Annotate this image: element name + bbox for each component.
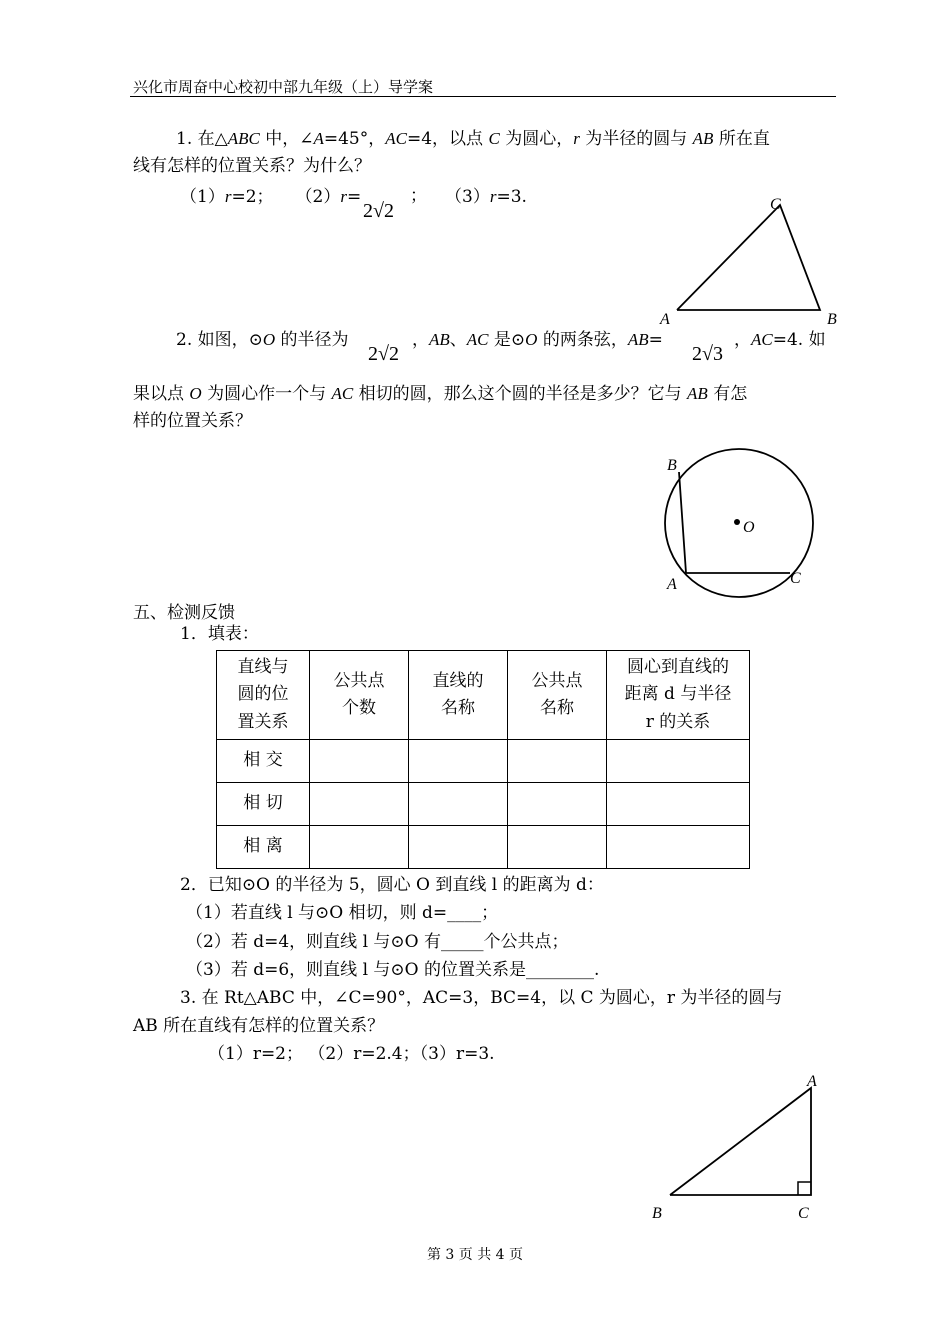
circle-figure xyxy=(655,440,835,600)
blank-cell[interactable] xyxy=(508,740,607,783)
blank-cell[interactable] xyxy=(409,826,508,869)
q1-options: （1）r=2； （2）r= xyxy=(180,187,362,207)
blank-cell[interactable] xyxy=(607,826,750,869)
q1-option3: （3）r=3. xyxy=(445,187,527,207)
blank-cell[interactable] xyxy=(607,783,750,826)
label-B: B xyxy=(667,457,677,474)
page-footer: 第 3 页 共 4 页 xyxy=(426,1247,524,1263)
blank-cell[interactable] xyxy=(607,740,750,783)
label-B: B xyxy=(827,311,837,328)
row-label: 相 离 xyxy=(217,826,310,869)
header-rule xyxy=(130,96,836,97)
task1-label: 1．填表： xyxy=(180,624,259,644)
blank-cell[interactable] xyxy=(409,783,508,826)
center-dot xyxy=(734,519,740,525)
task3-line2: AB 所在直线有怎样的位置关系？ xyxy=(133,1016,385,1036)
page-header: 兴化市周奋中心校初中部九年级（上）导学案 xyxy=(133,78,434,96)
task3-options: （1）r=2； （2）r=2.4；（3）r=3. xyxy=(208,1044,495,1064)
q2-sqrt-2sqrt3: 2√3 xyxy=(692,343,723,365)
q2-line1-end: ，AC=4. 如 xyxy=(734,330,826,350)
table-row xyxy=(217,783,750,826)
row-label: 相 切 xyxy=(217,783,310,826)
task2-s2: （2）若 d=4，则直线 l 与⊙O 有_____个公共点； xyxy=(186,932,569,952)
blank-cell[interactable] xyxy=(508,783,607,826)
header-cell-line-name: 直线的 名称 xyxy=(409,651,508,740)
relation-table xyxy=(216,650,750,869)
label-O: O xyxy=(743,519,755,536)
blank-cell[interactable] xyxy=(409,740,508,783)
header-cell-distance-relation: 圆心到直线的 距离 d 与半径 r 的关系 xyxy=(607,651,750,740)
q1-semicolon: ； xyxy=(410,186,427,206)
q1-sqrt-2sqrt2: 2√2 xyxy=(363,200,394,222)
q2-line3: 样的位置关系？ xyxy=(133,411,252,431)
label-B: B xyxy=(652,1205,662,1222)
q2-line1-start: 2. 如图，⊙O 的半径为 xyxy=(176,330,349,350)
label-C: C xyxy=(770,196,781,213)
table-row xyxy=(217,826,750,869)
q1-line1: 1. 在△ABC 中，∠A=45°，AC=4，以点 C 为圆心，r 为半径的圆与 AB 所在直 xyxy=(176,129,770,149)
task3-line1: 3. 在 Rt△ABC 中，∠C=90°，AC=3，BC=4，以 C 为圆心，r 为半径的圆与 xyxy=(180,988,783,1008)
triangle-abc-1 xyxy=(677,205,820,310)
blank-cell[interactable] xyxy=(310,740,409,783)
label-C: C xyxy=(798,1205,809,1222)
task2-intro: 2．已知⊙O 的半径为 5，圆心 O 到直线 l 的距离为 d： xyxy=(180,875,604,895)
table-header-row xyxy=(217,651,750,740)
label-A: A xyxy=(660,311,670,328)
right-triangle-abc xyxy=(670,1088,811,1195)
triangle-figure-1 xyxy=(640,190,850,335)
q2-line2: 果以点 O 为圆心作一个与 AC 相切的圆，那么这个圆的半径是多少？它与 AB 有怎 xyxy=(133,384,748,404)
blank-cell[interactable] xyxy=(310,783,409,826)
right-angle-mark xyxy=(798,1182,811,1195)
task2-s3: （3）若 d=6，则直线 l 与⊙O 的位置关系是________. xyxy=(186,960,600,980)
label-C: C xyxy=(790,570,801,587)
row-label: 相 交 xyxy=(217,740,310,783)
q2-line1-mid: ，AB、AC 是⊙O 的两条弦，AB= xyxy=(412,330,663,350)
q1-line2: 线有怎样的位置关系？为什么？ xyxy=(133,156,371,176)
blank-cell[interactable] xyxy=(508,826,607,869)
section-title: 五、检测反馈 xyxy=(133,603,235,623)
header-cell-relation: 直线与 圆的位 置关系 xyxy=(217,651,310,740)
table-row xyxy=(217,740,750,783)
blank-cell[interactable] xyxy=(310,826,409,869)
label-A: A xyxy=(667,576,677,593)
task2-s1: （1）若直线 l 与⊙O 相切，则 d=____； xyxy=(186,903,499,923)
header-cell-point-count: 公共点 个数 xyxy=(310,651,409,740)
q2-sqrt-2sqrt2: 2√2 xyxy=(368,343,399,365)
right-triangle-figure xyxy=(640,1065,840,1230)
header-cell-point-name: 公共点 名称 xyxy=(508,651,607,740)
label-A: A xyxy=(807,1073,817,1090)
